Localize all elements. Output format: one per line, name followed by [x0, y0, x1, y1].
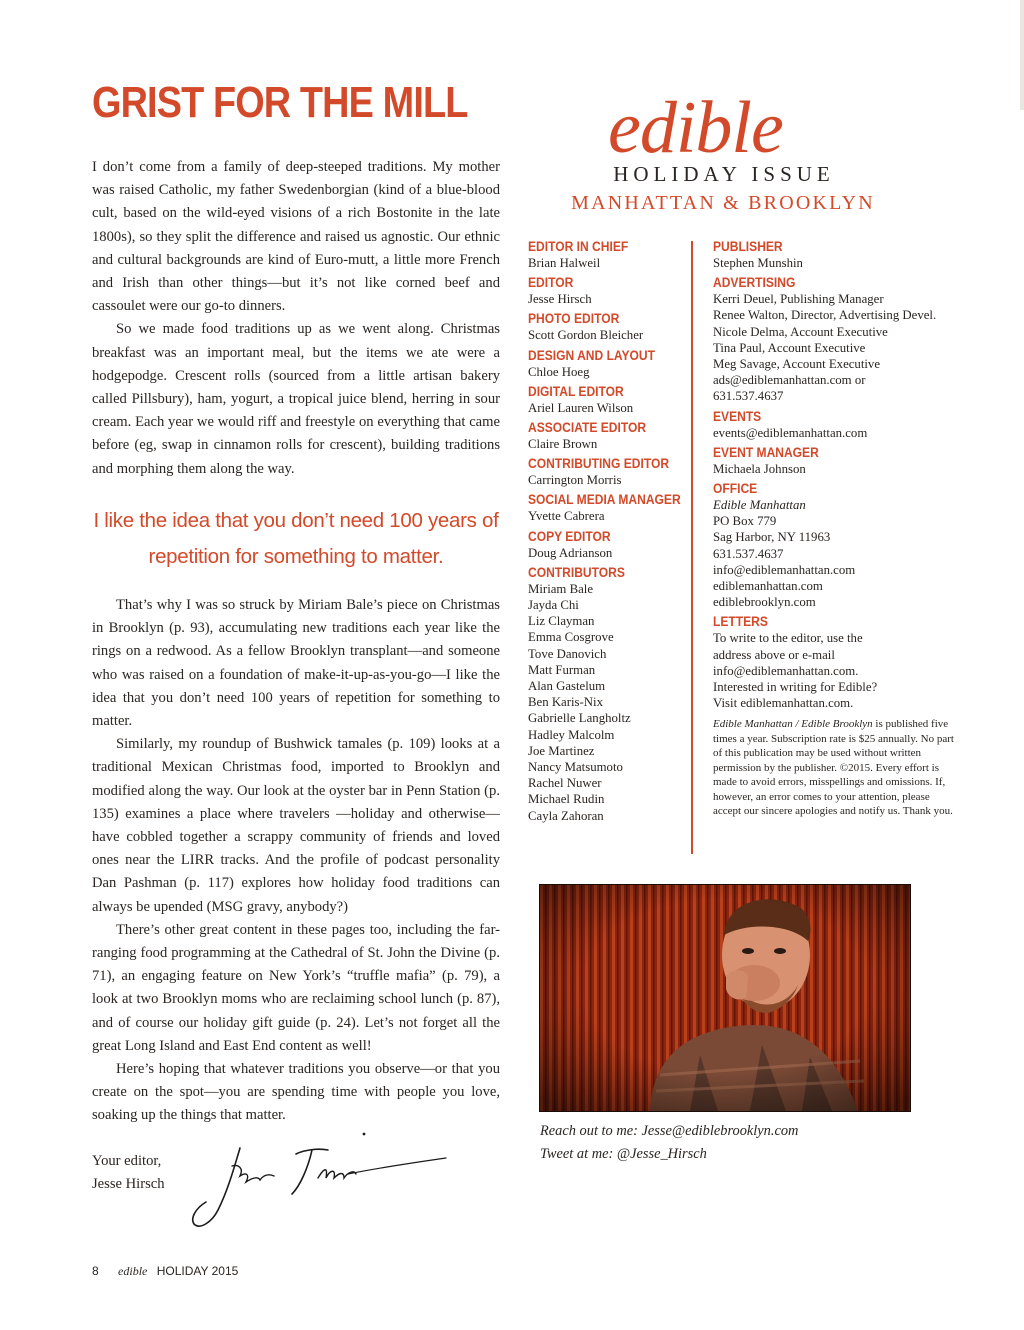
- editorial-body-top: [92, 156, 500, 481]
- masthead-line: To write to the editor, use the: [713, 631, 863, 646]
- masthead-line: Hadley Malcolm: [528, 727, 615, 742]
- body-paragraph: So we made food traditions up as we went along. Christmas breakfast was an important meal, but the items we ate were a hodgepodge. Crescent rolls (sourced from a little artisan bakery called Pillsbury), ham, yogurt, a tropical juice blend, herring in sour cream. Each year we would riff and freestyle on everything that came before (eg, swap in cinnamon rolls for crescent), building traditions and morphing them along the way.: [92, 321, 500, 477]
- masthead-section: [713, 239, 957, 271]
- masthead-section: [528, 529, 688, 561]
- editor-photo: [539, 884, 911, 1112]
- masthead-line: ediblebrooklyn.com: [713, 595, 816, 610]
- masthead-line: Sag Harbor, NY 11963: [713, 530, 831, 545]
- page-title: GRIST FOR THE MILL: [92, 78, 468, 127]
- masthead-section: [528, 565, 688, 824]
- masthead-issue: HOLIDAY ISSUE: [613, 162, 835, 186]
- masthead-line: Joe Martinez: [528, 743, 595, 758]
- masthead-line: Emma Cosgrove: [528, 630, 614, 645]
- masthead-line: Interested in writing for Edible?: [713, 680, 878, 695]
- masthead-heading: OFFICE: [713, 481, 758, 497]
- masthead-heading: EDITOR: [528, 275, 574, 291]
- body-paragraph: Similarly, my roundup of Bushwick tamales (p. 109) looks at a traditional Mexican Christmas food, imported to Brooklyn and modified along the way. Our look at the oyster bar in Penn Station (p. 135) examines a place where travelers —holiday and otherwise—have cobbled together a scrappy community of friends and loved ones near the LIRR tracks. And the profile of podcast personality Dan Pashman (p. 117) explores how holiday food traditions can always be upended (MSG gravy, anybody?): [92, 736, 500, 915]
- masthead-line: Nancy Matsumoto: [528, 760, 623, 775]
- masthead-line: Ariel Lauren Wilson: [528, 400, 634, 415]
- fineprint-publication-names: Edible Manhattan / Edible Brooklyn: [713, 718, 873, 731]
- masthead-line: events@ediblemanhattan.com: [713, 425, 868, 440]
- masthead-heading: DIGITAL EDITOR: [528, 383, 624, 399]
- masthead-line: Meg Savage, Account Executive: [713, 357, 881, 372]
- masthead-line: Gabrielle Langholtz: [528, 711, 631, 726]
- masthead-section: [528, 492, 688, 524]
- page-number: 8: [92, 1264, 99, 1278]
- signoff: [92, 1150, 165, 1196]
- fineprint-text: is published five times a year. Subscription rate is $25 annually. No part of this publication may be used without written permission by the publisher. ©2015. Every effort is made to avoid errors, misspellings and omissions. If, however, an error comes to your attention, please accept our sincere apologies and notify us. Thank you.: [713, 718, 954, 817]
- masthead-line: Tove Danovich: [528, 646, 607, 661]
- masthead-section: [528, 239, 688, 271]
- masthead-heading: ASSOCIATE EDITOR: [528, 420, 647, 436]
- masthead-line: 631.537.4637: [713, 546, 784, 561]
- masthead-section: [528, 384, 688, 416]
- masthead-line: Carrington Morris: [528, 473, 622, 488]
- masthead-divider: [691, 241, 693, 854]
- masthead-section: [713, 275, 957, 404]
- body-paragraph: There’s other great content in these pages too, including the far-ranging food programming at the Cathedral of St. John the Divine (p. 71), an engaging feature on New York’s “truffle mafia” (p. 79), a look at two Brooklyn moms who are reclaiming school lunch (p. 87), and of course our holiday gift guide (p. 24). Let’s not forget all the great Long Island and East End content as well!: [92, 921, 500, 1054]
- masthead-line: 631.537.4637: [713, 389, 784, 404]
- masthead-line: Jesse Hirsch: [528, 292, 592, 307]
- caption-email: Reach out to me: Jesse@ediblebrooklyn.com: [540, 1123, 799, 1139]
- masthead-line: Renee Walton, Director, Advertising Devel.: [713, 308, 937, 323]
- masthead-line: Michaela Johnson: [713, 461, 806, 476]
- masthead-line: Cayla Zahoran: [528, 808, 604, 823]
- masthead-section: [713, 614, 957, 711]
- body-paragraph: That’s why I was so struck by Miriam Bale’s piece on Christmas in Brooklyn (p. 93), accumulating new traditions each year like the rings on a redwood. As a fellow Brooklyn transplant—and someone who was raised on a foundation of make-it-up-as-you-go—I like the idea that you don’t need 100 years of repetition for something to matter.: [92, 597, 500, 730]
- masthead-line: ediblemanhattan.com: [713, 579, 823, 594]
- page-edge: [1020, 0, 1024, 110]
- masthead-line: info@ediblemanhattan.com.: [713, 663, 859, 678]
- body-paragraph: I don’t come from a family of deep-steeped traditions. My mother was raised Catholic, my father Swedenborgian (kind of a blue-blood cult, based on the wild-eyed visions of a rich Bostonite in the late 1800s), so they split the difference and raised us agnostic. Our ethnic and cultural backgrounds are kind of Euro-mutt, a little more French and Irish than other things—but it’s not like corned beef and cassoulet were our go-to dinners.: [92, 159, 500, 315]
- masthead-heading: PUBLISHER: [713, 239, 783, 254]
- masthead-left-column: [528, 239, 688, 828]
- masthead-line: Chloe Hoeg: [528, 364, 590, 379]
- masthead-line: Liz Clayman: [528, 614, 595, 629]
- masthead-section: [713, 481, 957, 610]
- masthead-section: [528, 348, 688, 380]
- editorial-body-bottom: [92, 594, 500, 1128]
- masthead-heading: SOCIAL MEDIA MANAGER: [528, 492, 681, 508]
- masthead-line: Miriam Bale: [528, 581, 594, 596]
- masthead-heading: DESIGN AND LAYOUT: [528, 347, 656, 363]
- page-footer: [92, 1264, 238, 1279]
- masthead-line: Tina Paul, Account Executive: [713, 340, 866, 355]
- masthead-line: Visit ediblemanhattan.com.: [713, 696, 854, 711]
- masthead-heading: EVENTS: [713, 408, 762, 424]
- masthead-line: Jayda Chi: [528, 598, 579, 613]
- masthead-heading: PHOTO EDITOR: [528, 311, 620, 327]
- masthead-line: Edible Manhattan: [713, 498, 806, 513]
- masthead-section: [528, 275, 688, 307]
- masthead-line: Brian Halweil: [528, 256, 601, 270]
- handwritten-signature: [188, 1128, 450, 1236]
- masthead-section: [713, 445, 957, 477]
- editor-name: Jesse Hirsch: [92, 1176, 165, 1193]
- body-paragraph: Here’s hoping that whatever traditions you observe—or that you create on the spot—you are spending time with people you love, soaking up the things that matter.: [92, 1061, 500, 1124]
- masthead-line: Ben Karis-Nix: [528, 695, 603, 710]
- masthead-line: Kerri Deuel, Publishing Manager: [713, 292, 884, 307]
- masthead-section: [528, 311, 688, 343]
- masthead-line: Alan Gastelum: [528, 679, 606, 694]
- masthead-line: address above or e-mail: [713, 647, 835, 662]
- masthead-right-column: [713, 239, 957, 818]
- masthead-line: Michael Rudin: [528, 792, 605, 807]
- pull-quote: I like the idea that you don’t need 100 years of repetition for something to matter.: [93, 509, 499, 568]
- masthead-line: ads@ediblemanhattan.com or: [713, 373, 866, 388]
- masthead-heading: LETTERS: [713, 614, 768, 630]
- masthead-line: PO Box 779: [713, 514, 777, 529]
- masthead-line: Matt Furman: [528, 662, 596, 677]
- footer-issue: HOLIDAY 2015: [156, 1264, 239, 1278]
- masthead-section: [713, 409, 957, 441]
- masthead-line: Nicole Delma, Account Executive: [713, 324, 888, 339]
- masthead-heading: CONTRIBUTING EDITOR: [528, 456, 670, 472]
- masthead-line: Claire Brown: [528, 437, 598, 452]
- masthead-line: Rachel Nuwer: [528, 776, 602, 791]
- edible-logo: edible: [608, 87, 783, 169]
- signoff-line: Your editor,: [92, 1153, 162, 1169]
- footer-brand: edible: [118, 1264, 148, 1278]
- masthead-line: Scott Gordon Bleicher: [528, 328, 644, 343]
- caption-twitter: Tweet at me: @Jesse_Hirsch: [540, 1146, 707, 1162]
- editor-photo-illustration: [540, 885, 910, 1111]
- photo-caption: [540, 1120, 798, 1166]
- masthead-line: info@ediblemanhattan.com: [713, 562, 856, 577]
- masthead-section: [528, 420, 688, 452]
- masthead-heading: CONTRIBUTORS: [528, 564, 625, 580]
- masthead-heading: EDITOR IN CHIEF: [528, 239, 629, 254]
- masthead-line: Stephen Munshin: [713, 256, 803, 270]
- masthead-line: Doug Adrianson: [528, 545, 613, 560]
- masthead-heading: COPY EDITOR: [528, 528, 611, 544]
- publication-fineprint: [713, 717, 957, 818]
- masthead-heading: EVENT MANAGER: [713, 444, 819, 460]
- masthead-region: MANHATTAN & BROOKLYN: [571, 192, 875, 214]
- masthead-heading: ADVERTISING: [713, 275, 796, 291]
- masthead-line: Yvette Cabrera: [528, 509, 605, 524]
- masthead-section: [528, 456, 688, 488]
